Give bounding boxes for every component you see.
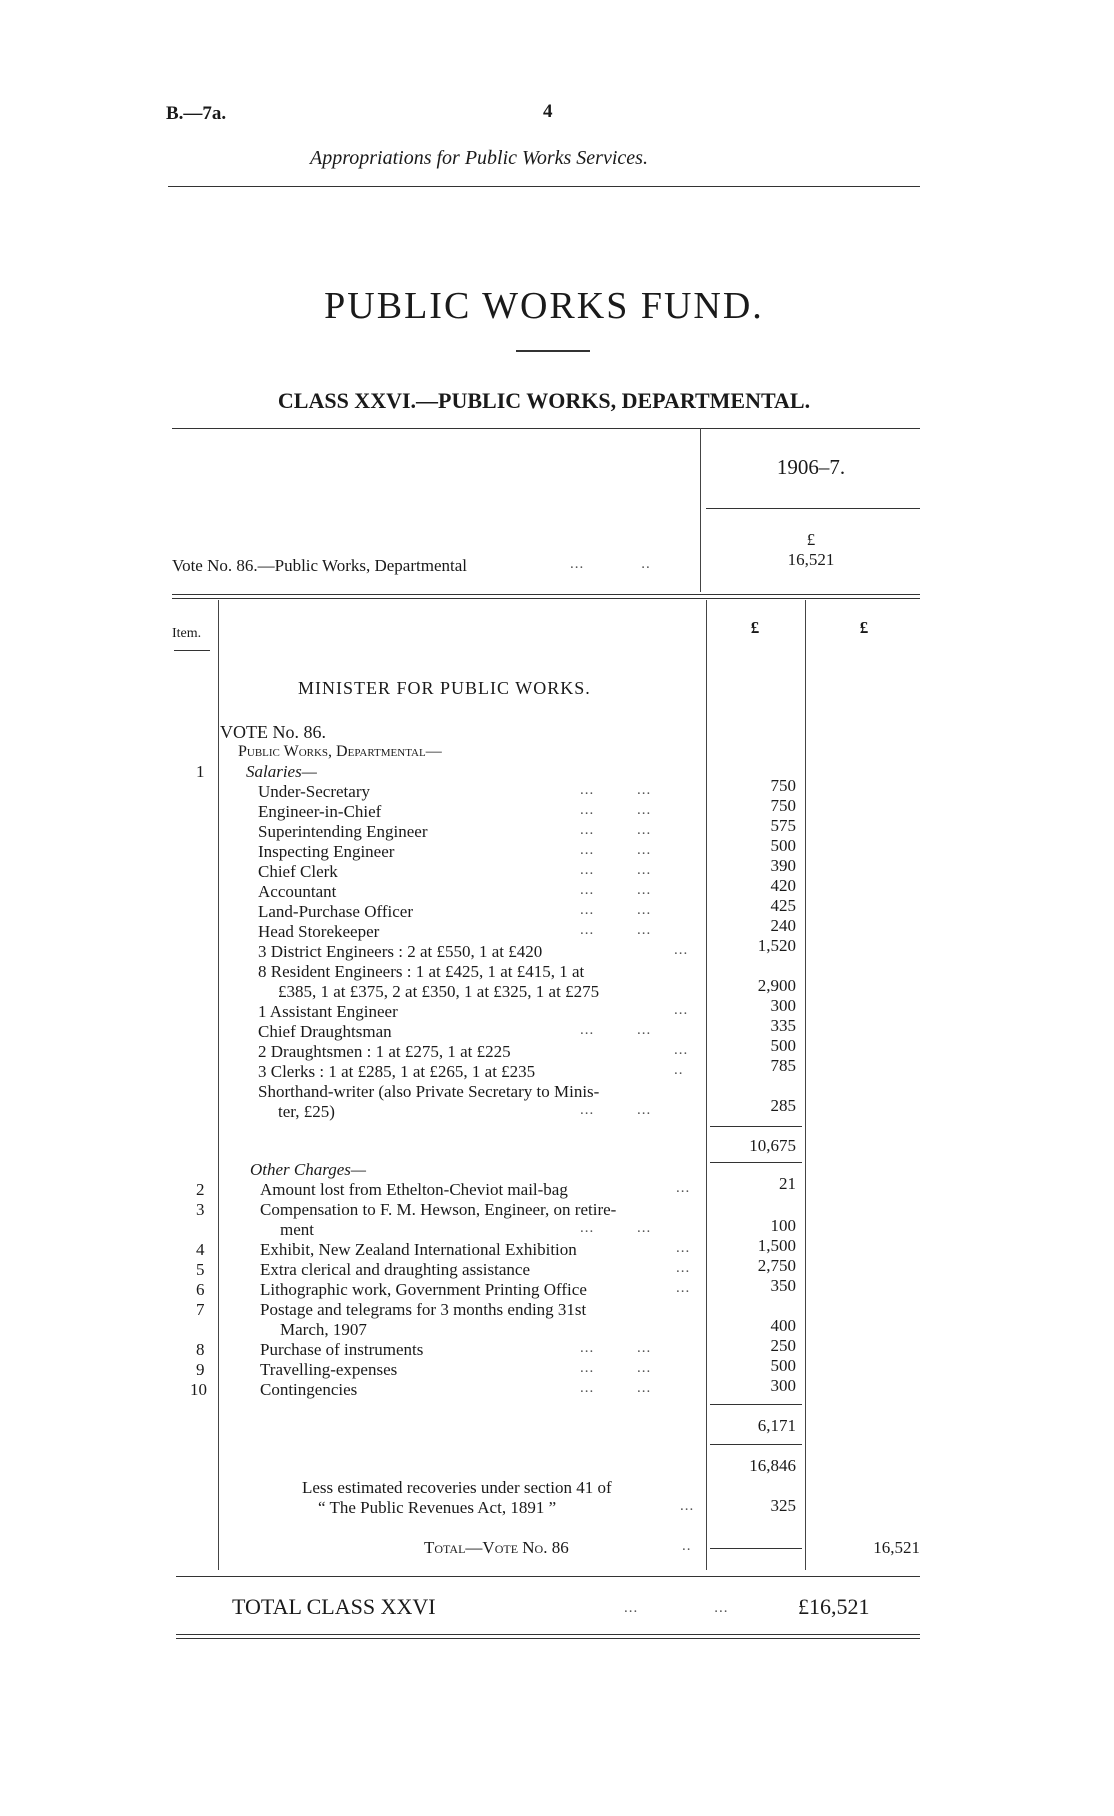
leader-dots: ...	[674, 1042, 689, 1058]
salary-amount: 285	[770, 1096, 796, 1115]
other-charges-subtotal: 6,171	[757, 1416, 796, 1435]
class-total-top-rule	[176, 1576, 920, 1577]
vote-total-label: Total—Vote No. 86	[424, 1538, 569, 1557]
charge-label: Extra clerical and draughting assistance	[260, 1260, 530, 1279]
item-number: 7	[196, 1300, 205, 1319]
table-top-rule-2	[172, 598, 920, 599]
summary-divider	[700, 428, 701, 592]
leader-dots: ...	[676, 1280, 691, 1296]
item-number: 3	[196, 1200, 205, 1219]
summary-year-rule	[706, 508, 920, 509]
salary-amount: 500	[770, 1036, 796, 1055]
item-number: 6	[196, 1280, 205, 1299]
leader-dots: ..	[674, 1062, 684, 1078]
summary-vote-amount: 16,521	[787, 550, 835, 569]
leader-dots: ..	[682, 1538, 692, 1554]
charge-amount: 350	[770, 1276, 796, 1295]
salary-amount: 240	[770, 916, 796, 935]
section-title: MINISTER FOR PUBLIC WORKS.	[298, 678, 591, 698]
charge-label: Exhibit, New Zealand International Exhibition	[260, 1240, 577, 1259]
leader-dots: ... ...	[580, 1360, 652, 1376]
charge-amount: 500	[770, 1356, 796, 1375]
item-number: 2	[196, 1180, 205, 1199]
charge-label: Lithographic work, Government Printing Office	[260, 1280, 587, 1299]
leader-dots: ...	[674, 942, 689, 958]
class-total-amount: £16,521	[798, 1594, 870, 1619]
item-column-header: Item.	[172, 626, 202, 641]
item-column-divider	[218, 600, 219, 1570]
total-column-divider	[805, 600, 806, 1570]
salary-amount: 420	[770, 876, 796, 895]
salary-amount: 750	[770, 776, 796, 795]
vote-heading: VOTE No. 86.	[220, 722, 326, 742]
leader-dots: ... ...	[580, 1022, 652, 1038]
summary-currency: £	[806, 530, 816, 549]
salary-label: Superintending Engineer	[258, 822, 428, 841]
salary-label: Land-Purchase Officer	[258, 902, 413, 921]
salary-amount: 575	[770, 816, 796, 835]
item-number: 9	[196, 1360, 205, 1379]
vote-total-rule	[710, 1548, 802, 1549]
charge-label: Amount lost from Ethelton-Cheviot mail-bag	[260, 1180, 568, 1199]
salaries-subtotal-rule	[710, 1126, 802, 1127]
leader-dots: ... ...	[580, 802, 652, 818]
item-number: 5	[196, 1260, 205, 1279]
item-header-rule	[174, 650, 210, 651]
leader-dots: ...	[680, 1498, 695, 1514]
vote-total-amount: 16,521	[873, 1538, 920, 1557]
fund-title: PUBLIC WORKS FUND.	[324, 285, 764, 327]
recoveries-label: Less estimated recoveries under section 41 of	[302, 1478, 612, 1497]
summary-leader-dots: ... ..	[570, 556, 651, 572]
leader-dots: ... ...	[580, 1380, 652, 1396]
salary-label: 1 Assistant Engineer	[258, 1002, 398, 1021]
summary-top-rule	[172, 428, 920, 429]
charge-label: Purchase of instruments	[260, 1340, 424, 1359]
salaries-item-number: 1	[196, 762, 205, 781]
salary-label: Engineer-in-Chief	[258, 802, 382, 821]
class-title: CLASS XXVI.—PUBLIC WORKS, DEPARTMENTAL.	[277, 388, 811, 413]
gross-total: 16,846	[749, 1456, 796, 1475]
salary-label: 2 Draughtsmen : 1 at £275, 1 at £225	[258, 1042, 511, 1061]
salary-amount: 390	[770, 856, 796, 875]
salaries-heading: Salaries—	[246, 762, 317, 781]
item-number: 8	[196, 1340, 205, 1359]
summary-year: 1906–7.	[776, 455, 846, 479]
recoveries-amount: 325	[770, 1496, 796, 1515]
leader-dots: ... ...	[580, 782, 652, 798]
salary-amount: 750	[770, 796, 796, 815]
salary-label: Head Storekeeper	[258, 922, 380, 941]
item-number: 4	[196, 1240, 205, 1259]
other-subtotal-rule	[710, 1404, 802, 1405]
charge-amount: 400	[770, 1316, 796, 1335]
other-subtotal-rule-bottom	[710, 1444, 802, 1445]
charge-amount: 250	[770, 1336, 796, 1355]
page-number: 4	[543, 101, 553, 122]
leader-dots: ... ...	[580, 882, 652, 898]
salary-label: Inspecting Engineer	[258, 842, 395, 861]
salary-amount: 300	[770, 996, 796, 1015]
item-number: 10	[190, 1380, 207, 1399]
summary-vote-label: Vote No. 86.—Public Works, Departmental	[172, 556, 467, 575]
leader-dots: ...	[674, 1002, 689, 1018]
charge-amount: 100	[770, 1216, 796, 1235]
leader-dots: ... ...	[580, 862, 652, 878]
charge-amount: 2,750	[757, 1256, 796, 1275]
salary-amount: 500	[770, 836, 796, 855]
salary-amount: 2,900	[757, 976, 796, 995]
leader-dots: ... ...	[580, 822, 652, 838]
salary-label-continued: £385, 1 at £375, 2 at £350, 1 at £325, 1 at £275	[278, 982, 600, 1001]
salary-label: Chief Clerk	[258, 862, 338, 881]
table-top-rule	[172, 594, 920, 595]
page-subtitle: Appropriations for Public Works Services.	[310, 147, 648, 169]
salary-label-continued: ter, £25)	[278, 1102, 335, 1121]
recoveries-label-continued: “ The Public Revenues Act, 1891 ”	[318, 1498, 557, 1517]
leader-dots: ...	[676, 1260, 691, 1276]
total-column-currency: £	[859, 618, 869, 637]
salaries-subtotal-rule-bottom	[710, 1162, 802, 1163]
salary-amount: 1,520	[757, 936, 796, 955]
leader-dots: ... ...	[580, 1220, 652, 1236]
leader-dots: ... ...	[580, 1340, 652, 1356]
salary-label: 3 Clerks : 1 at £285, 1 at £265, 1 at £235	[258, 1062, 536, 1081]
leader-dots: ... ...	[580, 922, 652, 938]
leader-dots: ... ...	[580, 842, 652, 858]
title-rule	[516, 350, 590, 352]
document-reference: B.—7a.	[166, 103, 227, 124]
leader-dots: ...	[676, 1180, 691, 1196]
charge-amount: 300	[770, 1376, 796, 1395]
salary-label: 8 Resident Engineers : 1 at £425, 1 at £415, 1 at	[258, 962, 585, 981]
charge-label: Postage and telegrams for 3 months ending 31st	[260, 1300, 587, 1319]
salaries-subtotal: 10,675	[749, 1136, 796, 1155]
header-rule	[168, 186, 920, 187]
charge-label: Travelling-expenses	[260, 1360, 398, 1379]
leader-dots: ...	[676, 1240, 691, 1256]
salary-label: Under-Secretary	[258, 782, 370, 801]
other-charges-heading: Other Charges—	[250, 1160, 367, 1179]
class-total-label: TOTAL CLASS XXVI	[232, 1594, 436, 1619]
salary-label: Accountant	[258, 882, 337, 901]
leader-dots: ... ...	[624, 1600, 729, 1616]
salary-label: Shorthand-writer (also Private Secretary to Minis-	[258, 1082, 600, 1101]
amount-column-currency: £	[750, 618, 760, 637]
vote-subheading: Public Works, Departmental—	[238, 743, 442, 760]
charge-label-continued: March, 1907	[280, 1320, 367, 1339]
salary-amount: 425	[770, 896, 796, 915]
charge-label: Contingencies	[260, 1380, 358, 1399]
charge-label-continued: ment	[280, 1220, 314, 1239]
charge-label: Compensation to F. M. Hewson, Engineer, on retire-	[260, 1200, 617, 1219]
class-total-bottom-rule-2	[176, 1638, 920, 1639]
salary-amount: 785	[770, 1056, 796, 1075]
leader-dots: ... ...	[580, 902, 652, 918]
salary-label: 3 District Engineers : 2 at £550, 1 at £420	[258, 942, 543, 961]
salary-amount: 335	[770, 1016, 796, 1035]
class-total-bottom-rule	[176, 1634, 920, 1635]
charge-amount: 21	[779, 1174, 796, 1193]
charge-amount: 1,500	[757, 1236, 796, 1255]
salary-label: Chief Draughtsman	[258, 1022, 392, 1041]
leader-dots: ... ...	[580, 1102, 652, 1118]
